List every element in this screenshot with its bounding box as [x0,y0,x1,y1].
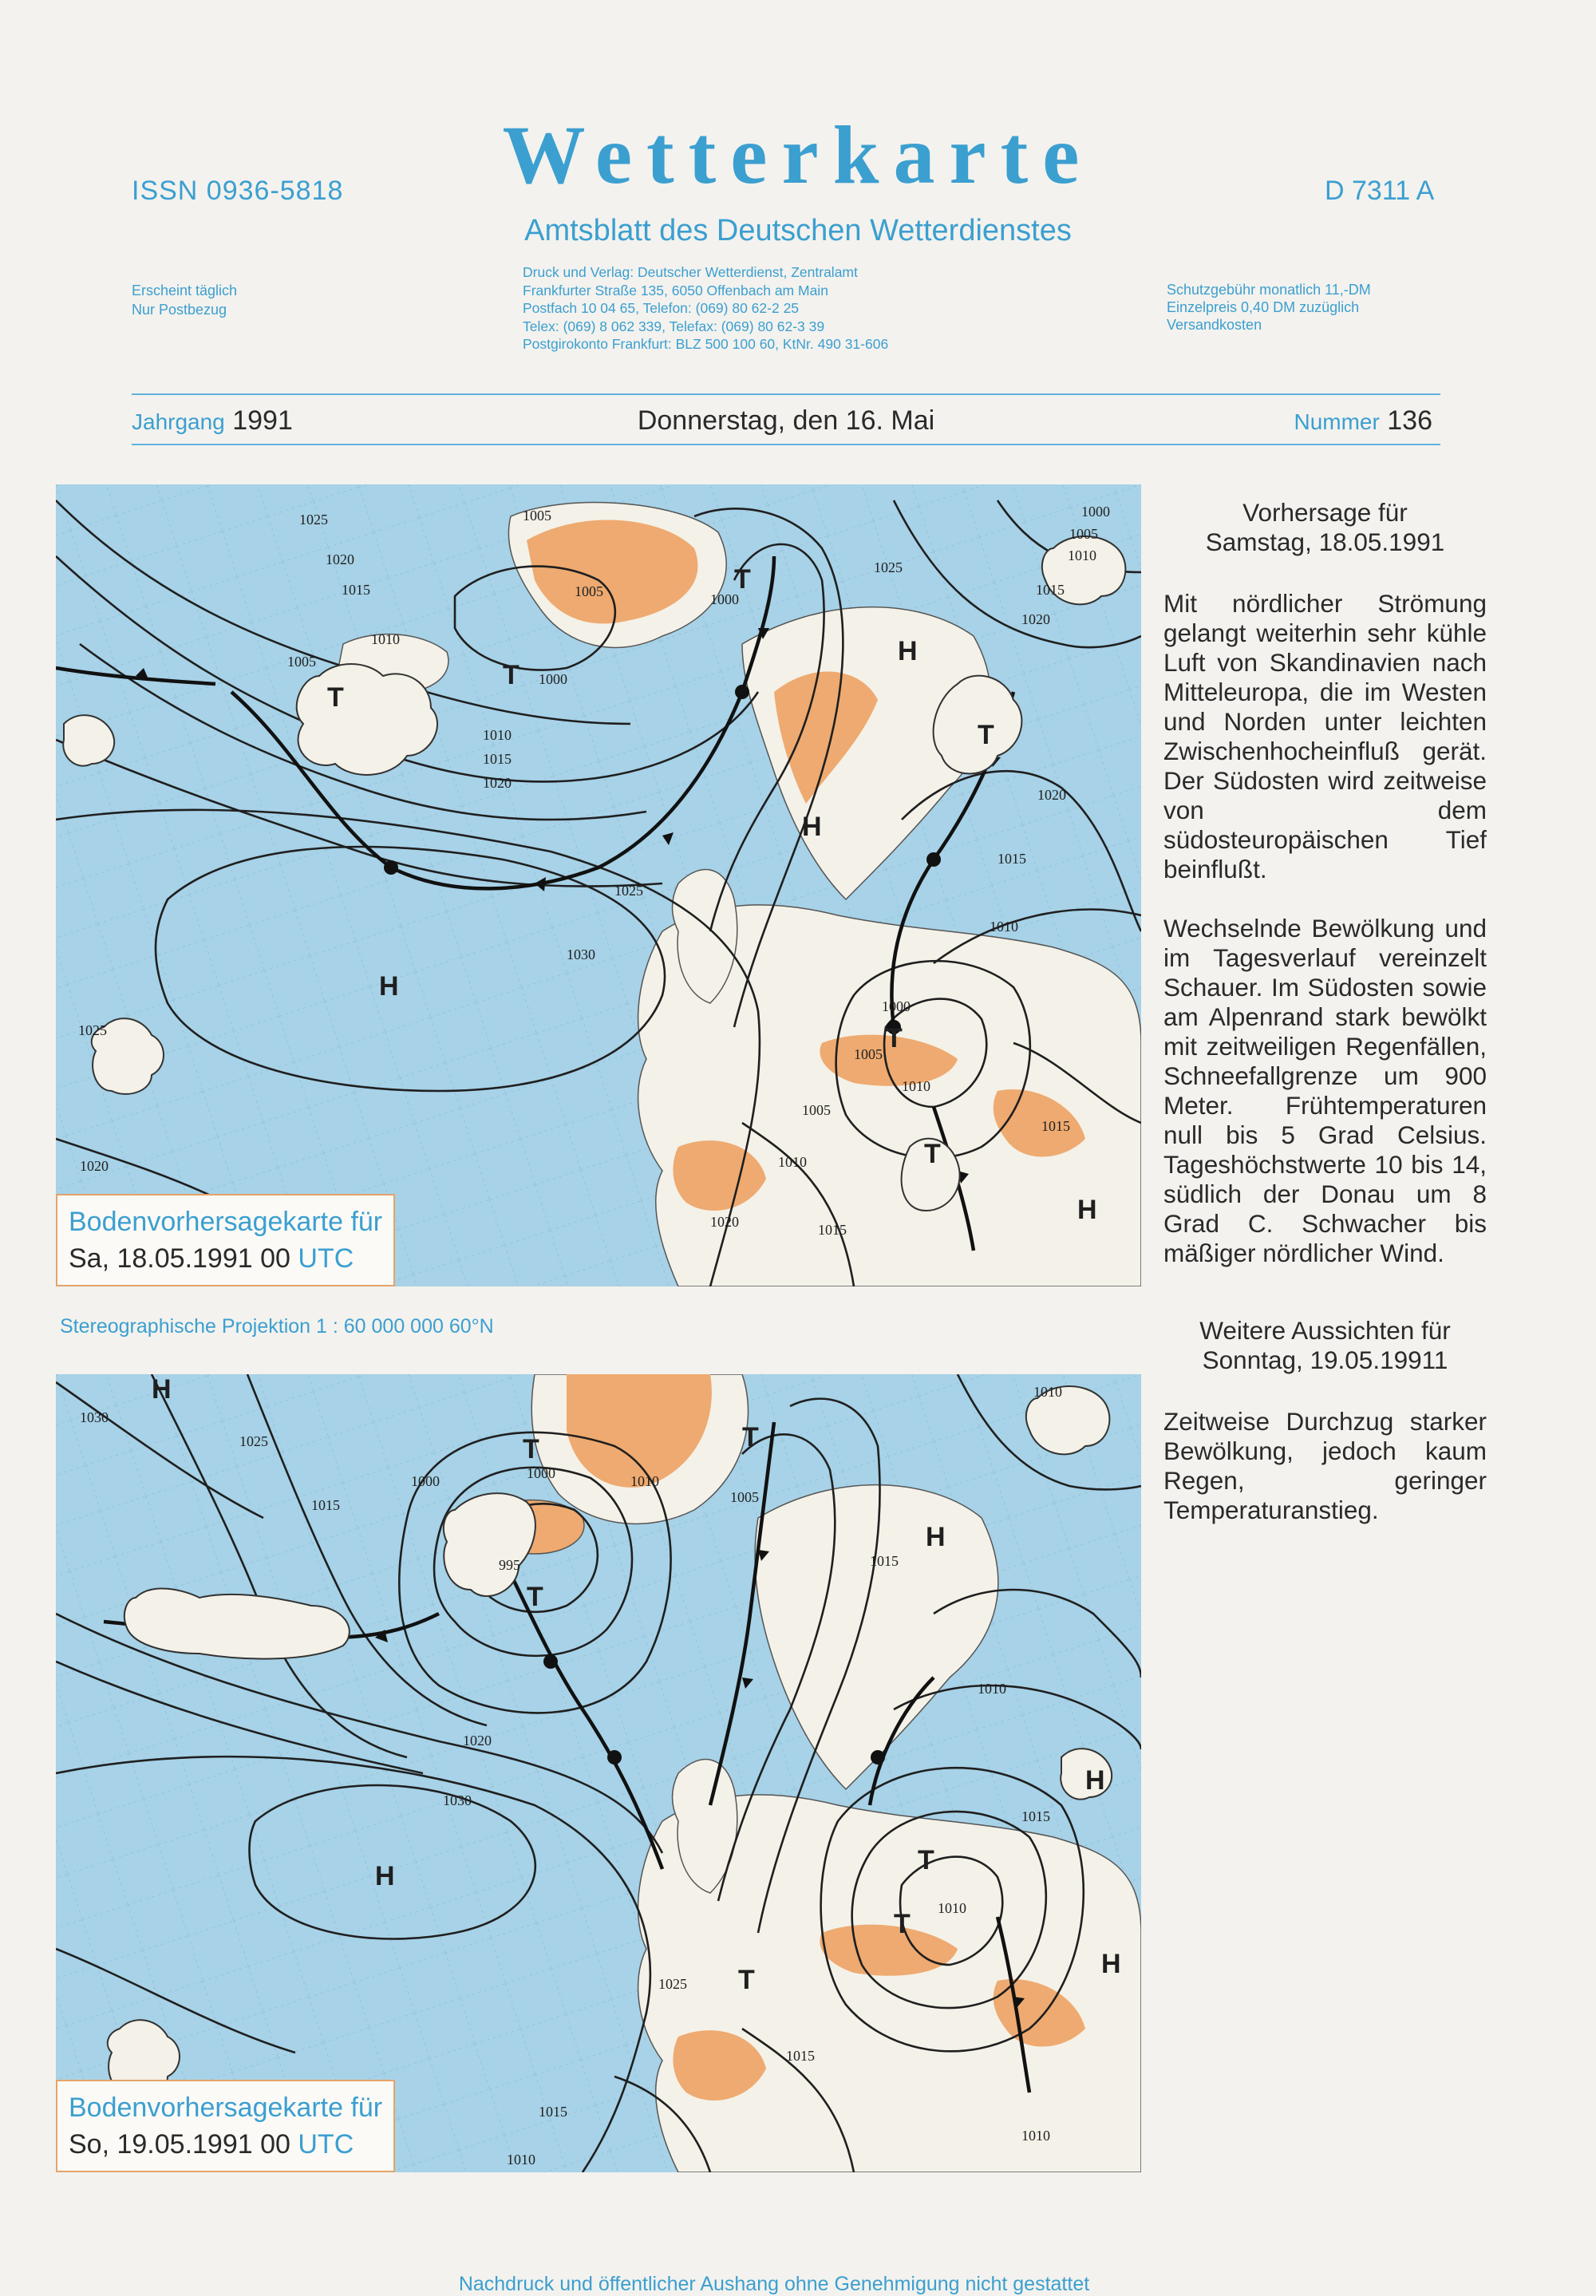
map1-caption-date-line [69,1240,382,1277]
map1-caption-date: Sa, 18.05.1991 00 [69,1243,290,1274]
high-pressure-center: H [379,971,399,1002]
isobar-label: 1010 [938,1900,966,1916]
warm-front-symbol [926,852,941,867]
isobar-label: 1010 [978,1681,1006,1697]
isobar-label: 1010 [483,727,512,743]
map1-caption-title: Bodenvorhersagekarte für [69,1207,383,1237]
nummer-value: 136 [1387,405,1432,436]
isobar-label: 1015 [870,1553,899,1569]
publisher-line: Druck und Verlag: Deutscher Wetterdienst, Zentralamt [523,264,858,280]
issn: ISSN 0936-5818 [132,176,344,206]
high-pressure-center: H [152,1374,172,1405]
map2-caption [56,2080,395,2172]
map1-caption-utc: UTC [298,1243,354,1274]
masthead-subtitle: Amtsblatt des Deutschen Wetterdienstes [524,214,1072,247]
isobar-label: 1020 [326,551,354,567]
outlook-heading-date: Sonntag, 19.05.19911 [1202,1346,1448,1374]
publisher-line: Postgirokonto Frankfurt: BLZ 500 100 60, KtNr. 490 31-606 [523,336,889,352]
masthead-title: Wetterkarte [502,109,1094,201]
jahrgang-value: 1991 [232,405,293,436]
isobar-label: 1010 [1068,547,1096,563]
isobar-label: 1025 [239,1433,268,1449]
issue-date: Donnerstag, den 16. Mai [637,405,935,436]
forecast-heading-date: Samstag, 18.05.1991 [1205,528,1445,556]
forecast-paragraph-1: Mit nördlicher Strömung gelangt weiterhin sehr kühle Luft von Skandinavien nach Mitteleuropa, die im Westen und Norden unter leichten Zwischenhocheinfluß gerät. Der Südosten wird zeitweise von dem südosteuropäischen Tief beinflußt. [1163,589,1487,883]
low-pressure-center: T [527,1582,543,1612]
isobar-label: 1030 [80,1409,109,1425]
isobar-label: 1020 [710,1214,739,1230]
low-pressure-center: T [742,1422,759,1452]
publisher-line: Postfach 10 04 65, Telefon: (069) 80 62-2 25 [523,300,800,316]
footer-notice: Nachdruck und öffentlicher Aushang ohne Genehmigung nicht gestattet [458,2273,1090,2295]
high-pressure-center: H [375,1861,395,1891]
low-pressure-center: T [918,1845,934,1875]
isobar-label: 1020 [463,1733,492,1749]
warm-front-symbol [735,685,749,699]
low-pressure-center: T [894,1909,911,1939]
low-pressure-center: T [978,720,994,750]
isobar-label: 1025 [299,512,328,528]
low-pressure-center: T [503,660,519,690]
high-pressure-center: H [926,1522,946,1552]
isobar-label: 1015 [818,1222,847,1238]
isobar-label: 1005 [575,583,603,599]
isobar-label: 1015 [1021,1808,1050,1824]
map2-caption-date-line [69,2126,382,2163]
isobar-label: 1000 [527,1465,555,1481]
low-pressure-center: T [924,1139,941,1169]
warm-front-symbol [543,1654,558,1669]
isobar-label: 1015 [998,851,1026,867]
isobar-label: 1005 [730,1489,759,1505]
forecast-map-sunday-svg [56,1374,1141,2172]
map2-caption-title: Bodenvorhersagekarte für [69,2092,383,2123]
isobar-label: 1000 [882,998,911,1014]
isobar-label: 1020 [1021,611,1050,627]
isobar-label: 1015 [342,582,370,598]
warm-front-symbol [607,1750,622,1764]
fee-line: Schutzgebühr monatlich 11,-DM [1167,282,1371,298]
isobar-label: 1010 [1021,2128,1050,2144]
forecast-map-saturday [56,484,1141,1286]
forecast-text [1163,498,1487,1525]
publisher-line: Frankfurter Straße 135, 6050 Offenbach am Main [523,282,828,298]
publication-frequency-line: Nur Postbezug [132,302,227,318]
isobar-label: 1000 [539,671,567,687]
jahrgang-label: Jahrgang [132,409,225,434]
isobar-label: 1010 [507,2152,535,2168]
isobar-label: 1015 [1041,1118,1070,1134]
outlook-text: Zeitweise Durchzug starker Bewölkung, jedoch kaum Regen, geringer Temperaturanstieg. [1163,1407,1487,1524]
isobar-label: 1015 [539,2104,567,2120]
isobar-label: 1010 [778,1154,807,1170]
fee-line: Versandkosten [1167,317,1262,333]
warm-front-symbol [384,860,398,875]
isobar-label: 1000 [1081,504,1110,520]
map1-caption [56,1194,395,1286]
isobar-label: 1000 [411,1473,440,1489]
isobar-label: 1030 [443,1792,472,1808]
isobar-label: 995 [499,1557,520,1573]
low-pressure-center: T [523,1434,539,1464]
low-pressure-center: T [734,564,751,595]
postal-code: D 7311 A [1325,176,1435,206]
high-pressure-center: H [1077,1195,1097,1225]
issue-bar-bottom-rule [132,444,1440,445]
publication-frequency-line: Erscheint täglich [132,283,238,298]
isobar-label: 1005 [802,1102,831,1118]
isobar-label: 1000 [710,591,739,607]
low-pressure-center: T [738,1965,755,1995]
issue-bar-top-rule [132,393,1440,395]
isobar-label: 1015 [483,751,512,767]
map2-caption-utc: UTC [298,2129,354,2160]
isobar-label: 1010 [630,1473,659,1489]
publisher-info [523,263,888,354]
issue-number [1294,405,1432,437]
isobar-label: 1020 [80,1158,109,1174]
high-pressure-center: H [802,812,822,842]
high-pressure-center: H [898,636,918,666]
forecast-paragraph-2: Wechselnde Bewölkung und im Tagesverlauf vereinzelt Schauer. Im Südosten sowie am Alpenrand stark bewölkt mit zeitweiligen Regenfällen, Schneefallgrenze um 900 Meter. Frühtemperaturen null bis 5 Grad Celsius. Tageshöchstwerte 10 bis 14, südlich der Donau um 8 Grad C. Schwacher bis mäßiger nördlicher Wind. [1163,914,1487,1267]
publication-frequency [132,281,237,319]
forecast-map-saturday-svg [56,484,1141,1286]
isobar-label: 1010 [990,919,1018,935]
isobar-label: 1005 [287,654,316,670]
fee-line: Einzelpreis 0,40 DM zuzüglich [1167,299,1360,315]
map2-caption-date: So, 19.05.1991 00 [69,2129,290,2160]
forecast-heading: Vorhersage für [1242,498,1408,527]
fee-info [1167,281,1371,334]
forecast-map-sunday [56,1374,1141,2172]
issue-bar [132,399,1440,444]
isobar-label: 1015 [311,1497,340,1513]
isobar-label: 1030 [567,946,595,962]
low-pressure-center: T [886,1023,903,1053]
isobar-label: 1010 [902,1078,930,1094]
isobar-label: 1015 [1036,582,1065,598]
high-pressure-center: H [1101,1949,1121,1979]
isobar-label: 1005 [1069,526,1098,542]
publisher-line: Telex: (069) 8 062 339, Telefax: (069) 80 62-3 39 [523,318,825,334]
isobar-label: 1015 [786,2048,815,2064]
nummer-label: Nummer [1294,409,1380,434]
warm-front-symbol [871,1750,885,1764]
isobar-label: 1010 [1033,1384,1062,1400]
projection-note: Stereographische Projektion 1 : 60 000 000 60°N [60,1315,494,1338]
low-pressure-center: T [327,682,344,713]
isobar-label: 1025 [658,1976,687,1992]
high-pressure-center: H [1085,1765,1105,1796]
isobar-label: 1025 [78,1022,107,1038]
isobar-label: 1020 [483,775,512,791]
isobar-label: 1020 [1037,787,1066,803]
isobar-label: 1005 [854,1046,883,1062]
isobar-label: 1005 [523,508,551,524]
outlook-heading: Weitere Aussichten für [1199,1316,1451,1345]
isobar-label: 1010 [371,631,400,647]
isobar-label: 1025 [614,883,643,899]
isobar-label: 1025 [874,559,903,575]
